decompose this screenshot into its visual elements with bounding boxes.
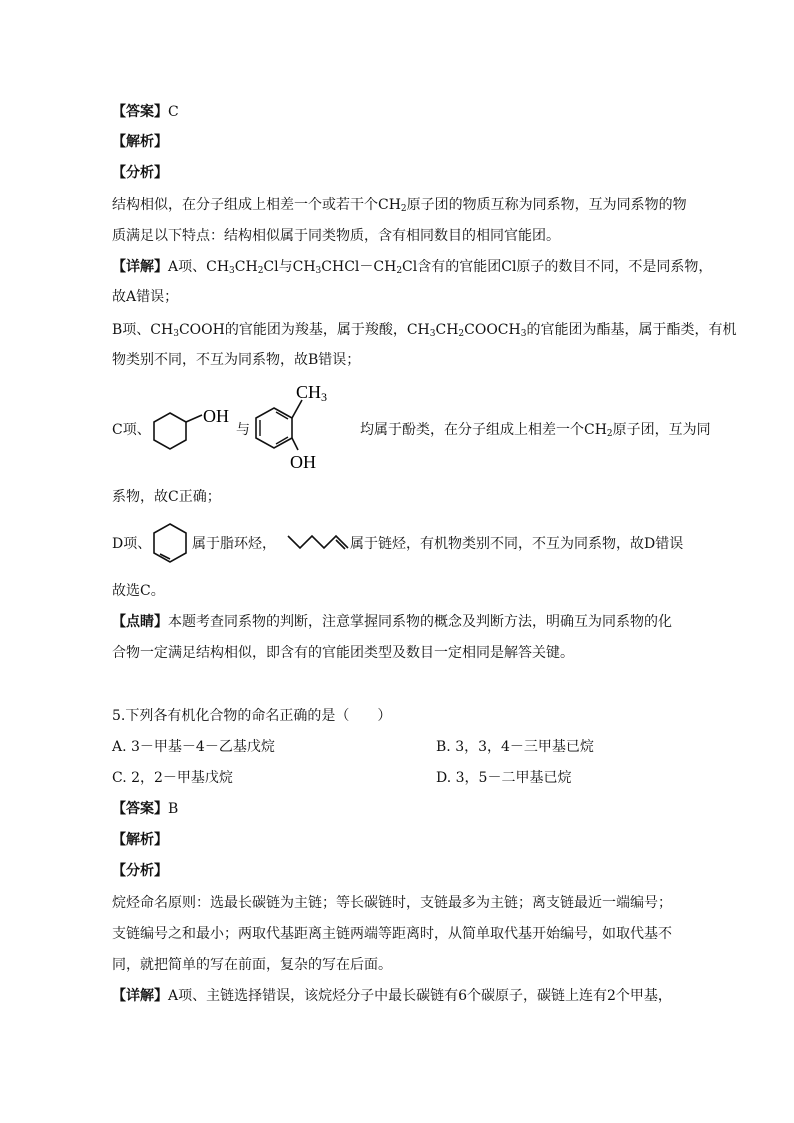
- answer-value: B: [168, 801, 179, 817]
- ch3-subscript: 3: [321, 390, 328, 404]
- q4-fenxi-line-1: [112, 195, 687, 219]
- detail-text: 故A错误；: [112, 289, 179, 305]
- detail-text: CHCl－CH: [321, 259, 397, 275]
- detail-text: Cl与CH: [263, 259, 316, 275]
- q4-detail-a-line-1: [112, 257, 712, 281]
- detail-tag: 【详解】: [112, 259, 168, 275]
- answer-tag: 【答案】: [112, 104, 168, 120]
- detail-text: COOCH: [464, 322, 521, 338]
- answer-value: C: [168, 104, 179, 120]
- conclusion-text: 故选C。: [112, 583, 165, 599]
- q5-fenxi-line-1: [112, 893, 672, 913]
- detail-text: Cl含有的官能团Cl原子的数目不同，不是同系物，: [402, 259, 713, 275]
- detail-text: COOH的官能团为羧基，属于羧酸，CH: [178, 322, 430, 338]
- q4-detail-a-line-2: [112, 287, 178, 307]
- detail-text: A项、CH: [168, 259, 230, 275]
- q4-detail-d-prefix: [112, 534, 151, 554]
- subscript: 2: [257, 266, 264, 276]
- detail-text: A项、主链选择错误，该烷烃分子中最长碳链有6个碳原子，碳链上连有2个甲基，: [168, 988, 672, 1004]
- phenol-structure: [148, 395, 238, 465]
- q4-detail-c-text: [360, 420, 711, 444]
- detail-text: 原子团，互为同: [612, 422, 711, 438]
- subscript: 2: [400, 204, 407, 214]
- q5-answer-line: [112, 799, 178, 819]
- detail-text: 的官能团为酯基，属于酯类，有机: [526, 322, 737, 338]
- subscript: 3: [229, 266, 235, 276]
- q4-dianjing-line-2: [112, 643, 574, 663]
- fenxi-text: 结构相似，在分子组成上相差一个或若干个CH: [112, 197, 401, 213]
- fenxi-tag: 【分析】: [112, 863, 168, 879]
- subscript: 2: [458, 329, 465, 339]
- q5-option-b: [436, 737, 594, 757]
- subscript: 3: [315, 266, 322, 276]
- cyclohexene-structure: [148, 520, 192, 568]
- dianjing-text: 合物一定满足结构相似，即含有的官能团类型及数目一定相同是解答关键。: [112, 645, 574, 661]
- detail-text: B项、CH: [112, 322, 174, 338]
- subscript: 3: [173, 329, 179, 339]
- option-a: A. 3－甲基－4－乙基戊烷: [112, 739, 275, 755]
- answer-tag: 【答案】: [112, 801, 168, 817]
- q5-stem: [112, 706, 391, 726]
- detail-tag: 【详解】: [112, 988, 168, 1004]
- option-b: B. 3，3，4－三甲基已烷: [436, 739, 594, 755]
- q5-option-d: [436, 768, 571, 788]
- q4-detail-b-line-1: [112, 320, 736, 344]
- detail-text: 与: [236, 422, 250, 438]
- q4-dianjing-line-1: [112, 612, 672, 632]
- q4-fenxi-heading: [112, 163, 168, 183]
- q4-detail-c-line-2: [112, 487, 221, 507]
- fenxi-tag: 【分析】: [112, 165, 168, 181]
- subscript: 2: [396, 266, 403, 276]
- dianjing-text: 本题考查同系物的判断，注意掌握同系物的概念及判断方法，明确互为同系物的化: [168, 614, 672, 630]
- analysis-tag: 【解析】: [112, 832, 168, 848]
- q4-detail-c-prefix: [112, 420, 151, 440]
- hexene-chain-structure: [286, 528, 350, 556]
- detail-text: 物类别不同，不互为同系物，故B错误；: [112, 352, 361, 368]
- q5-analysis-heading: [112, 830, 168, 850]
- subscript: 3: [520, 329, 527, 339]
- question-stem: 5.下列各有机化合物的命名正确的是（ ）: [112, 708, 392, 724]
- q4-detail-d-text2: [350, 534, 683, 554]
- fenxi-text: 同，就把简单的写在前面，复杂的写在后面。: [112, 957, 392, 973]
- subscript: 3: [429, 329, 436, 339]
- q5-fenxi-line-3: [112, 955, 392, 975]
- subscript: 2: [606, 429, 613, 439]
- ch3-text: CH: [296, 382, 322, 402]
- q5-fenxi-line-2: [112, 924, 672, 944]
- detail-text: C项、: [112, 422, 151, 438]
- fenxi-text: 原子团的物质互称为同系物，互为同系物的物: [406, 197, 687, 213]
- detail-text: D项、: [112, 536, 152, 552]
- q4-answer-line: [112, 102, 179, 122]
- q5-option-c: [112, 768, 233, 788]
- option-c: C. 2，2－甲基戊烷: [112, 770, 233, 786]
- option-d: D. 3，5－二甲基已烷: [436, 770, 572, 786]
- q5-detail-line-1: [112, 986, 672, 1006]
- detail-text: 均属于酚类，在分子组成上相差一个CH: [360, 422, 607, 438]
- q4-detail-d-text1: [192, 534, 276, 554]
- dianjing-tag: 【点睛】: [112, 614, 168, 630]
- analysis-tag: 【解析】: [112, 134, 168, 150]
- cresol-ch3-label: [296, 382, 327, 404]
- q5-option-a: [112, 737, 275, 757]
- detail-text: 属于链烃，有机物类别不同，不互为同系物，故D错误: [350, 536, 684, 552]
- cresol-structure: [248, 380, 338, 475]
- q4-fenxi-line-2: [112, 226, 560, 246]
- q4-detail-b-line-2: [112, 350, 360, 370]
- fenxi-text: 质满足以下特点：结构相似属于同类物质，含有相同数目的相同官能团。: [112, 228, 560, 244]
- q5-fenxi-heading: [112, 861, 168, 881]
- fenxi-text: 烷烃命名原则：选最长碳链为主链；等长碳链时，支链最多为主链；离支链最近一端编号；: [112, 895, 672, 911]
- fenxi-text: 支链编号之和最小；两取代基距离主链两端等距离时，从简单取代基开始编号，如取代基不: [112, 926, 672, 942]
- q4-conclusion: [112, 581, 165, 601]
- q4-analysis-heading: [112, 132, 168, 152]
- detail-text: CH: [234, 259, 258, 275]
- cresol-oh-label: OH: [290, 452, 316, 472]
- detail-text: CH: [435, 322, 459, 338]
- detail-text: 属于脂环烃，: [192, 536, 276, 552]
- phenol-oh-label: OH: [203, 406, 229, 426]
- detail-text: 系物，故C正确；: [112, 489, 221, 505]
